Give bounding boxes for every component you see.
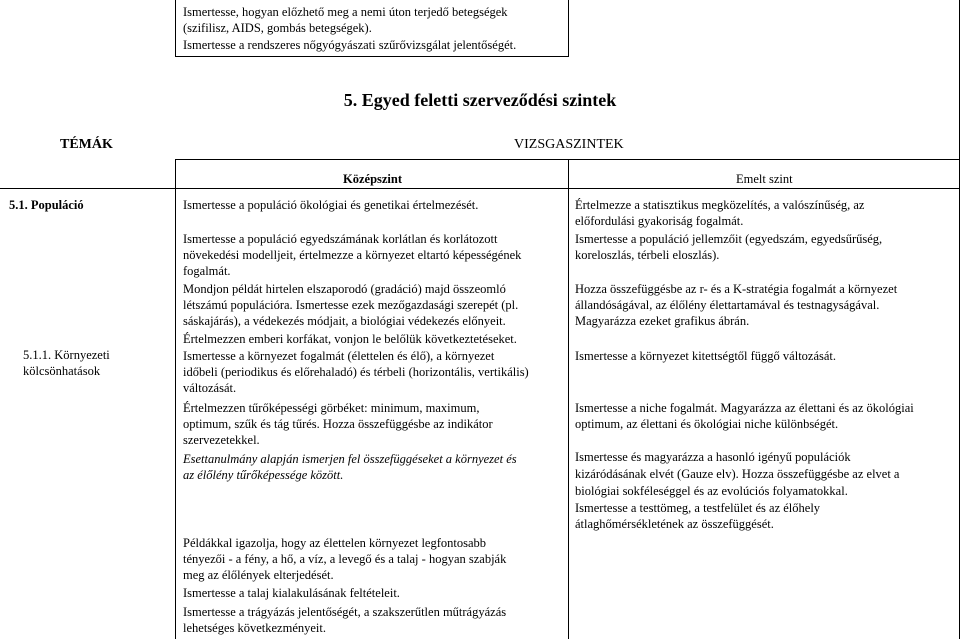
- section-title: 5. Egyed feletti szerveződési szintek: [343, 90, 617, 110]
- right-block-3-line-1: Hozza összefüggésbe az r- és a K-stratégia fogalmát a környezet: [575, 282, 898, 296]
- right-block-3-line-2: állandóságával, az élőlény élettartamával és testnagyságával.: [575, 298, 880, 312]
- mid-block-1: Ismertesse a populáció ökológiai és genetikai értelmezését.: [183, 198, 479, 212]
- mid-block-7-line-2: az élőlény tűrőképessége között.: [183, 468, 344, 482]
- header-kozepszint: Középszint: [343, 172, 403, 186]
- mid-block-4: Értelmezzen emberi korfákat, vonjon le belőlük következtetéseket.: [183, 332, 517, 346]
- right-block-2-line-1: Ismertesse a populáció jellemzőit (egyedszám, egyedsűrűség,: [575, 232, 883, 246]
- header-col-divider-right: [568, 159, 569, 188]
- right-block-6-line-2: kizáródásának elvét (Gauze elv). Hozza összefüggésbe az elvet a: [575, 467, 900, 481]
- right-block-6-line-3: biológiai sokféleséggel és az evolúciós folyamatokkal.: [575, 484, 848, 498]
- prev-line-2: (szifilisz, AIDS, gombás betegségek).: [183, 21, 372, 35]
- prev-table-bottom-border: [175, 56, 569, 57]
- right-block-4: Ismertesse a környezet kitettségtől függő változását.: [575, 349, 837, 363]
- header-emelt: Emelt szint: [736, 172, 793, 186]
- mid-block-10-line-2: lehetséges következményeit.: [183, 621, 326, 635]
- topic-kornyezeti-2: kölcsönhatások: [23, 364, 101, 378]
- mid-block-10-line-1: Ismertesse a trágyázás jelentőségét, a szakszerűtlen műtrágyázás: [183, 605, 507, 619]
- right-block-6-line-1: Ismertesse és magyarázza a hasonló igényű populációk: [575, 450, 851, 464]
- right-block-1-line-1: Értelmezze a statisztikus megközelítés, a valószínűség, az: [575, 198, 865, 212]
- mid-block-3-line-1: Mondjon példát hirtelen elszaporodó (gradáció) majd összeomló: [183, 282, 506, 296]
- mid-block-2-line-2: növekedési modelljeit, értelmezze a környezet eltartó képességének: [183, 248, 522, 262]
- header-vizsgaszintek: VIZSGASZINTEK: [514, 137, 624, 152]
- body-col-divider-left: [175, 188, 176, 639]
- prev-line-1: Ismertesse, hogyan előzhető meg a nemi úton terjedő betegségek: [183, 5, 508, 19]
- topic-kornyezeti-1: 5.1.1. Környezeti: [23, 348, 110, 362]
- right-block-3-line-3: Magyarázza ezeket grafikus ábrán.: [575, 314, 750, 328]
- mid-block-9: Ismertesse a talaj kialakulásának feltételeit.: [183, 586, 400, 600]
- mid-block-7-line-1: Esettanulmány alapján ismerjen fel összefüggéseket a környezet és: [183, 452, 517, 466]
- right-block-2-line-2: koreloszlás, térbeli eloszlás).: [575, 248, 720, 262]
- mid-block-3-line-2: létszámú populációra. Ismertesse ezek mezőgazdasági szerepét (pl.: [183, 298, 519, 312]
- mid-block-6-line-3: szervezetekkel.: [183, 433, 260, 447]
- table-header-bottom: [0, 188, 960, 189]
- mid-block-8-line-2: tényezői - a fény, a hő, a víz, a levegő és a talaj - hogyan szabják: [183, 552, 507, 566]
- right-block-5-line-2: optimum, az élettani és ökológiai niche különbségét.: [575, 417, 839, 431]
- topic-populacio: 5.1. Populáció: [9, 198, 84, 212]
- mid-block-5-line-3: változását.: [183, 381, 237, 395]
- header-temak: TÉMÁK: [60, 137, 113, 152]
- mid-block-6-line-2: optimum, szűk és tág tűrés. Hozza összefüggésbe az indikátor: [183, 417, 493, 431]
- right-block-1-line-2: előfordulási gyakoriság fogalmát.: [575, 214, 744, 228]
- mid-block-5-line-2: időbeli (periodikus és előrehaladó) és térbeli (horizontális, vertikális): [183, 365, 529, 379]
- body-col-divider-right: [568, 188, 569, 639]
- mid-block-3-line-3: sáskajárás), a védekezés módjait, a biológiai védekezés előnyeit.: [183, 314, 506, 328]
- right-block-7-line-1: Ismertesse a testtömeg, a testfelület és az élőhely: [575, 501, 821, 515]
- mid-block-8-line-3: meg az élőlények elterjedését.: [183, 568, 334, 582]
- prev-table-right-border: [568, 0, 569, 56]
- header-col-divider-left: [175, 159, 176, 188]
- prev-line-3: Ismertesse a rendszeres nőgyógyászati szűrővizsgálat jelentőségét.: [183, 38, 517, 52]
- mid-block-6-line-1: Értelmezzen tűrőképességi görbéket: minimum, maximum,: [183, 401, 480, 415]
- prev-table-left-border: [175, 0, 176, 56]
- right-block-5-line-1: Ismertesse a niche fogalmát. Magyarázza az élettani és az ökológiai: [575, 401, 914, 415]
- right-block-7-line-2: átlaghőmérsékletének az összefüggését.: [575, 517, 774, 531]
- mid-block-8-line-1: Példákkal igazolja, hogy az élettelen környezet legfontosabb: [183, 536, 487, 550]
- mid-block-5-line-1: Ismertesse a környezet fogalmát (élettelen és élő), a környezet: [183, 349, 495, 363]
- mid-block-2-line-1: Ismertesse a populáció egyedszámának korlátlan és korlátozott: [183, 232, 498, 246]
- mid-block-2-line-3: fogalmát.: [183, 264, 231, 278]
